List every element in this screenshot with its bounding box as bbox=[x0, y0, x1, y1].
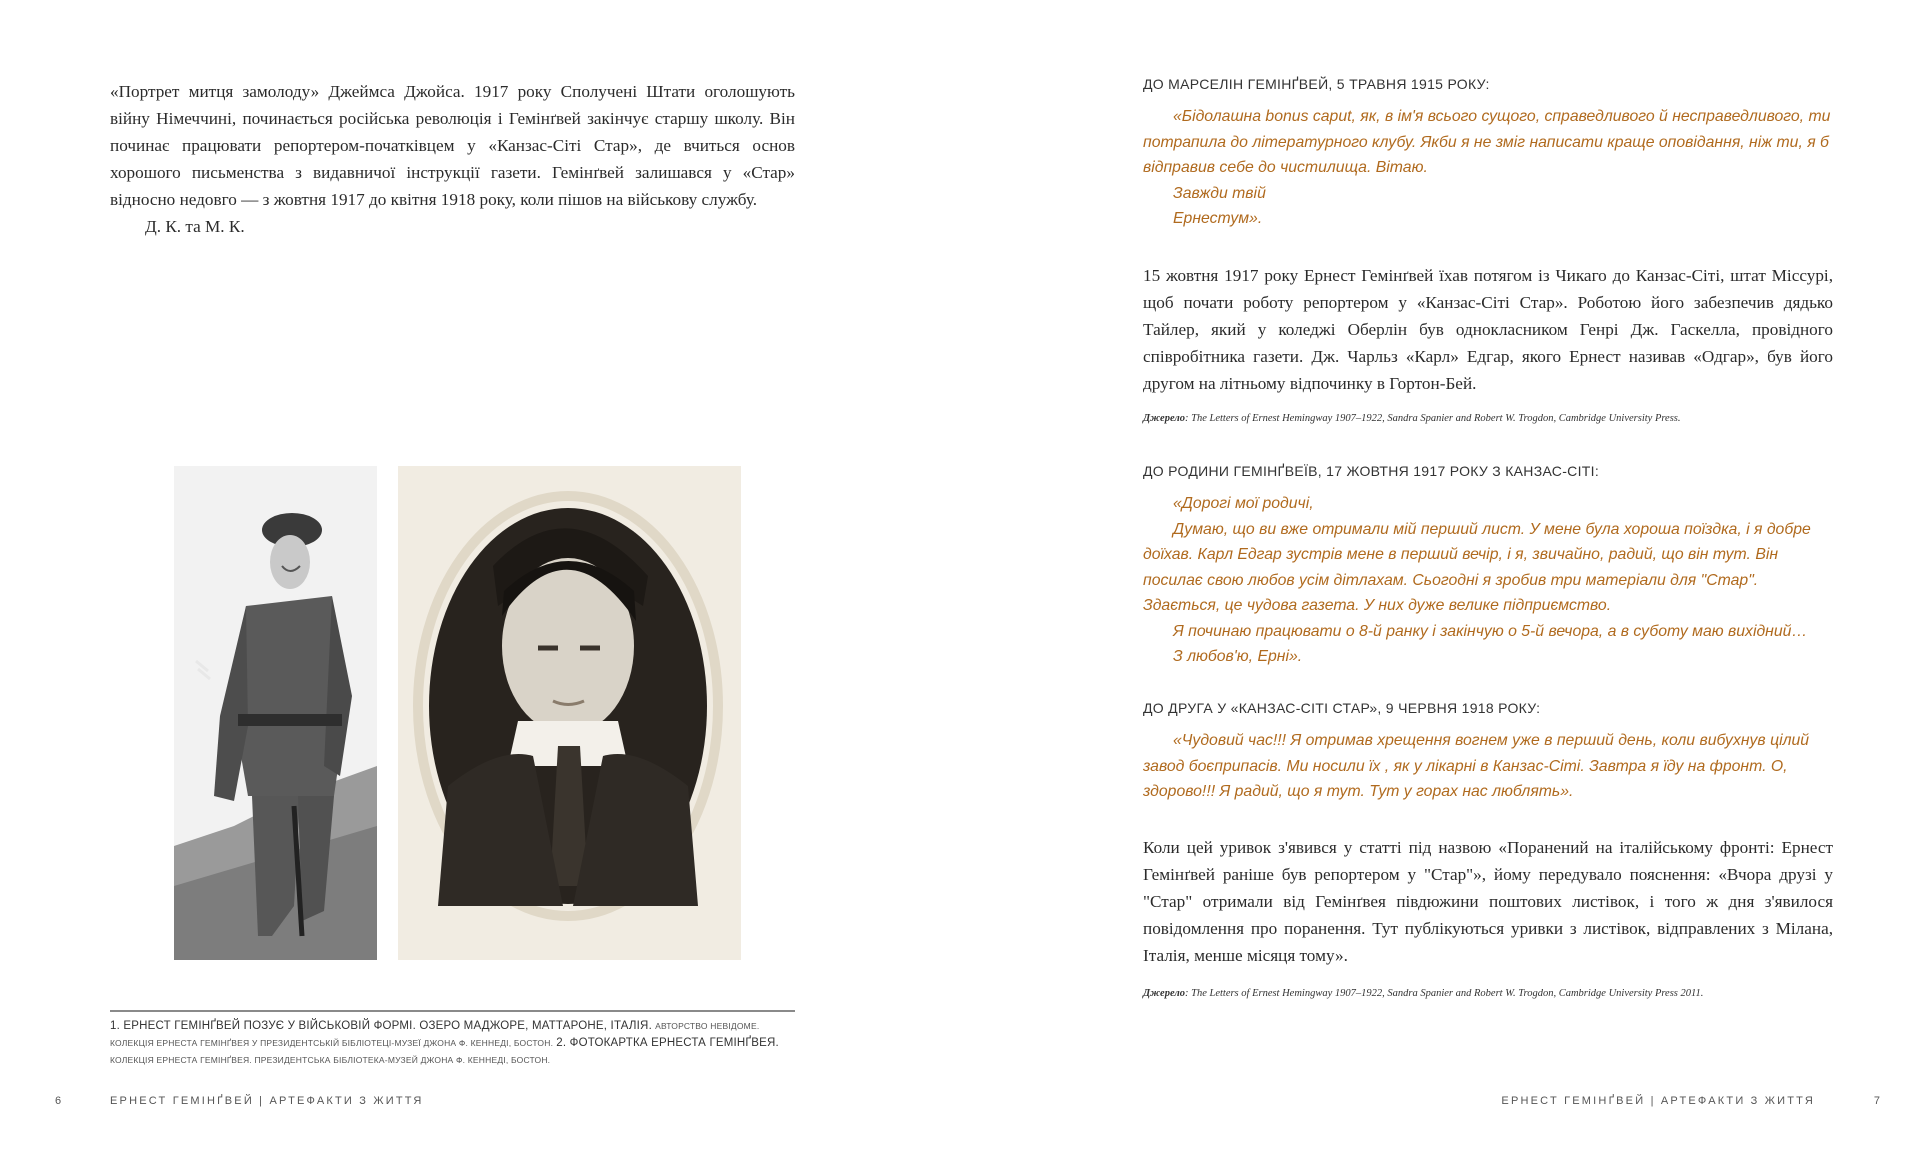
caption-1-title: 1. ЕРНЕСТ ГЕМІНҐВЕЙ ПОЗУЄ У ВІЙСЬКОВІЙ ФОРМІ. ОЗЕРО МАДЖОРЕ, МАТТАРОНЕ, ІТАЛІЯ. bbox=[110, 1020, 652, 1032]
letter-to-marcelline bbox=[1143, 76, 1833, 232]
letter-heading: ДО РОДИНИ ГЕМІНҐВЕЇВ, 17 ЖОВТНЯ 1917 РОКУ З КАНЗАС-СІТІ: bbox=[1143, 463, 1600, 479]
letter-heading: ДО МАРСЕЛІН ГЕМІНҐВЕЙ, 5 ТРАВНЯ 1915 РОКУ: bbox=[1143, 76, 1490, 92]
photo-caption bbox=[110, 1018, 795, 1069]
source-label: Джерело bbox=[1143, 413, 1185, 424]
paragraph-kansas-city: 15 жовтня 1917 року Ернест Гемінґвей їхав потягом із Чикаго до Канзас-Сіті, штат Міссурі, щоб почати роботу репортером у «Канзас-Сіті Стар». Роботою його забезпечив дядько Тайлер, який у коледжі Оберлін був однокласником Генрі Дж. Гаскелла, провідного співробітника газети. Дж. Чарльз «Карл» Едгар, якого Ернест називав «Одгар», був його другом на літньому відпочинку в Гортон-Бей. bbox=[1143, 266, 1833, 393]
letter-paragraph: «Чудовий час!!! Я отримав хрещення вогнем уже в перший день, коли вибухнув цілий завод боєприпасів. Ми носили їх , як у лікарні в Канзас-Сіті. Завтра я їду на фронт. О, здорово!!! Я радий, що я тут. Тут у горах нас люблять». bbox=[1143, 732, 1810, 800]
caption-rule bbox=[110, 1010, 795, 1012]
source-label: Джерело bbox=[1143, 988, 1185, 999]
source-text: : The Letters of Ernest Hemingway 1907–1922, Sandra Spanier and Robert W. Trogdon, Cambridge University Press 2011. bbox=[1184, 988, 1704, 999]
letter-paragraph: Думаю, що ви вже отримали мій перший лист. У мене була хороша поїздка, і я добре доїхав. Карл Едгар зустрів мене в перший вечір, і я, звичайно, радий, що він тут. Він посилає свою любов усім дітлахам. Сьогодні я зробив три матеріали для "Стар". Здається, це чудова газета. У них дуже велике підприємство. bbox=[1143, 520, 1811, 614]
letter-paragraph: «Бідолашна bonus caput, як, в ім'я всього сущого, справедливого й несправедливого, ти потрапила до літературного клубу. Якби я не зміг написати краще оповідання, ніж ти, я б відправив себе до чистилища. Вітаю. bbox=[1143, 108, 1831, 176]
caption-1-credit: АВТОРСТВО НЕВІДОМЕ. КОЛЕКЦІЯ ЕРНЕСТА ГЕМІНҐВЕЯ У ПРЕЗИДЕНТСЬКІЙ БІБЛІОТЕЦІ-МУЗЕЇ ДЖОНА Ф. КЕННЕДІ, БОСТОН. bbox=[110, 1021, 760, 1048]
page-number-right: 7 bbox=[1873, 1095, 1880, 1107]
caption-2-title: 2. ФОТОКАРТКА ЕРНЕСТА ГЕМІНҐВЕЯ. bbox=[556, 1037, 779, 1049]
letter-to-friend bbox=[1143, 700, 1833, 805]
right-page bbox=[960, 0, 1920, 1152]
source-citation bbox=[1143, 413, 1833, 424]
paragraph-wounded-article: Коли цей уривок з'явився у статті під назвою «Поранений на італійському фронті: Ернест Гемінґвей раніше був репортером у "Стар"», йому передувало пояснення: «Вчора друзі у "Стар" отримали від Гемінґвея півдюжини поштових листівок, і того ж дня з'явилося повідомлення про поранення. Тут публікуються уривки з листівок, відправлених з Мілана, Італія, менше місяця тому». bbox=[1143, 838, 1833, 965]
letter-signature: Ернестум». bbox=[1173, 210, 1263, 227]
letter-to-family bbox=[1143, 463, 1833, 670]
letter-signature: З любов'ю, Ерні». bbox=[1173, 648, 1303, 665]
photo-hemingway-uniform bbox=[174, 466, 377, 960]
letter-paragraph: Я починаю працювати о 8-й ранку і закінчую о 5-й вечора, а в суботу маю вихідний… bbox=[1173, 622, 1808, 640]
running-head-left: ЕРНЕСТ ГЕМІНҐВЕЙ | АРТЕФАКТИ З ЖИТТЯ bbox=[110, 1095, 424, 1107]
letter-body bbox=[1143, 104, 1833, 232]
caption-2-credit: КОЛЕКЦІЯ ЕРНЕСТА ГЕМІНҐВЕЯ. ПРЕЗИДЕНТСЬКА БІБЛІОТЕКА-МУЗЕЙ ДЖОНА Ф. КЕННЕДІ, БОСТОН. bbox=[110, 1055, 551, 1065]
running-head-right: ЕРНЕСТ ГЕМІНҐВЕЙ | АРТЕФАКТИ З ЖИТТЯ bbox=[1501, 1095, 1815, 1107]
intro-paragraph: «Портрет митця замолоду» Джеймса Джойса. 1917 року Сполучені Штати оголошують війну Німеччині, починається російська революція і Гемінґвей закінчує старшу школу. Він починає працювати репортером-початківцем у «Канзас-Сіті Стар», де вчиться основ хорошого письменства з видавничої інструкції газети. Гемінґвей залишався у «Стар» відносно недовго — з жовтня 1917 до квітня 1918 року, коли пішов на військову службу. bbox=[110, 82, 795, 209]
photo-hemingway-portrait bbox=[398, 466, 741, 960]
source-citation bbox=[1143, 988, 1833, 999]
letter-heading: ДО ДРУГА У «КАНЗАС-СІТІ СТАР», 9 ЧЕРВНЯ 1918 РОКУ: bbox=[1143, 700, 1541, 716]
letter-closing: Завжди твій bbox=[1173, 184, 1266, 202]
authors-signature: Д. К. та М. К. bbox=[145, 217, 245, 236]
left-intro-text bbox=[110, 78, 795, 240]
letter-greeting: «Дорогі мої родичі, bbox=[1173, 495, 1314, 512]
letter-body bbox=[1143, 728, 1833, 805]
source-text: : The Letters of Ernest Hemingway 1907–1922, Sandra Spanier and Robert W. Trogdon, Cambridge University Press. bbox=[1184, 413, 1681, 424]
letter-body bbox=[1143, 491, 1833, 670]
page-number-left: 6 bbox=[55, 1095, 62, 1107]
